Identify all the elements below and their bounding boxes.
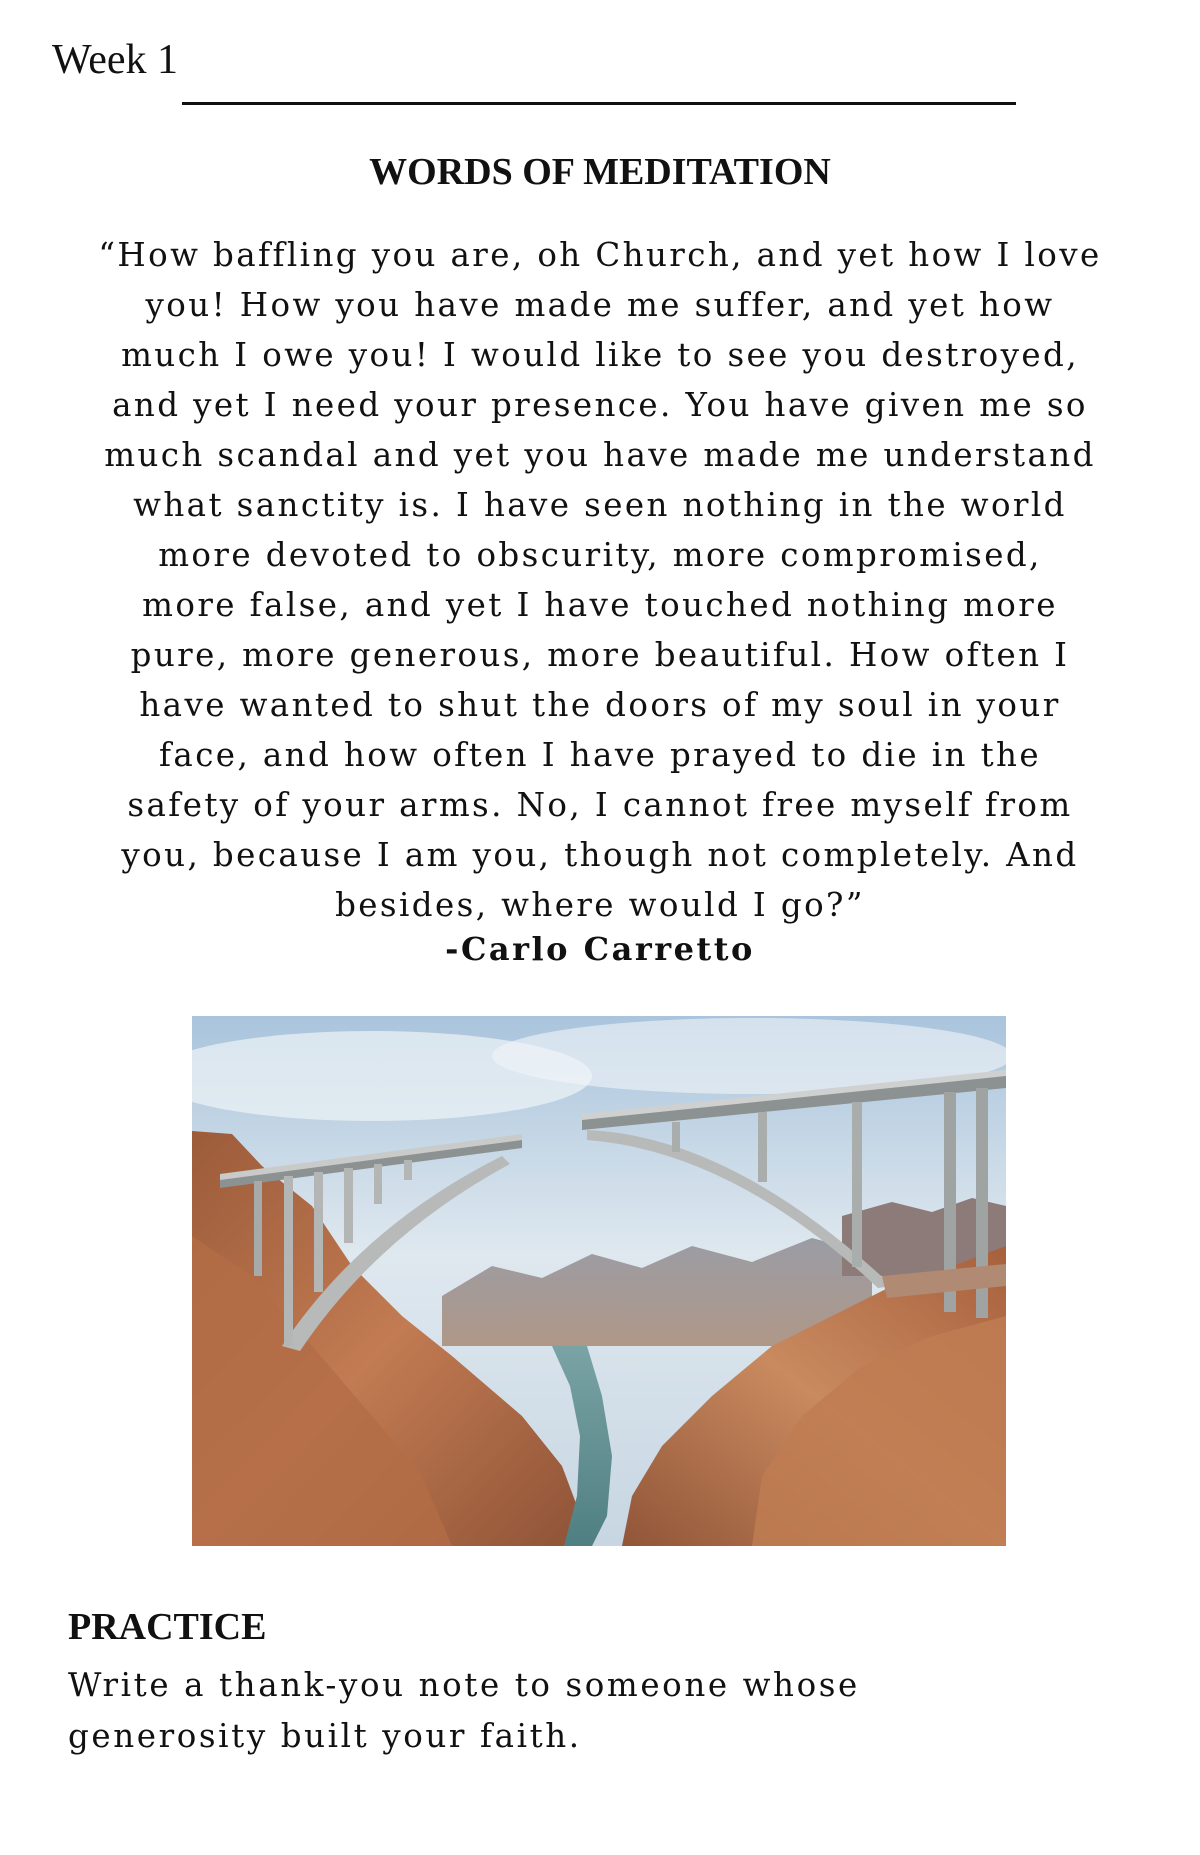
section-heading: WORDS OF MEDITATION bbox=[369, 151, 831, 193]
quote-line: much I owe you! I would like to see you destroyed, bbox=[121, 336, 1079, 374]
quote-line: you, because I am you, though not completely. And bbox=[121, 836, 1079, 874]
quote-line: besides, where would I go?” bbox=[335, 886, 865, 924]
quote-line: you! How you have made me suffer, and yet how bbox=[145, 286, 1055, 324]
week-label: Week 1 bbox=[52, 37, 179, 83]
quote-line: safety of your arms. No, I cannot free myself from bbox=[127, 786, 1073, 824]
header-rule bbox=[182, 102, 1016, 105]
quote-line: and yet I need your presence. You have given me so bbox=[112, 386, 1088, 424]
quote-line: have wanted to shut the doors of my soul in your bbox=[139, 686, 1061, 724]
practice-line: Write a thank-you note to someone whose bbox=[68, 1666, 860, 1704]
quote-line: “How baffling you are, oh Church, and yet how I love bbox=[98, 236, 1102, 274]
quote-line: more devoted to obscurity, more compromised, bbox=[158, 536, 1042, 574]
practice-line: generosity built your faith. bbox=[68, 1717, 582, 1755]
quote-line: much scandal and yet you have made me understand bbox=[104, 436, 1096, 474]
quote-line: more false, and yet I have touched nothing more bbox=[142, 586, 1058, 624]
practice-title: PRACTICE bbox=[68, 1606, 267, 1648]
bridge-photo bbox=[192, 1016, 1006, 1546]
meditation-quote bbox=[52, 230, 1148, 930]
quote-line: face, and how often I have prayed to die in the bbox=[159, 736, 1041, 774]
practice-text bbox=[68, 1660, 968, 1762]
quote-line: pure, more generous, more beautiful. How often I bbox=[130, 636, 1070, 674]
quote-line: what sanctity is. I have seen nothing in the world bbox=[133, 486, 1067, 524]
quote-author: -Carlo Carretto bbox=[445, 930, 755, 968]
